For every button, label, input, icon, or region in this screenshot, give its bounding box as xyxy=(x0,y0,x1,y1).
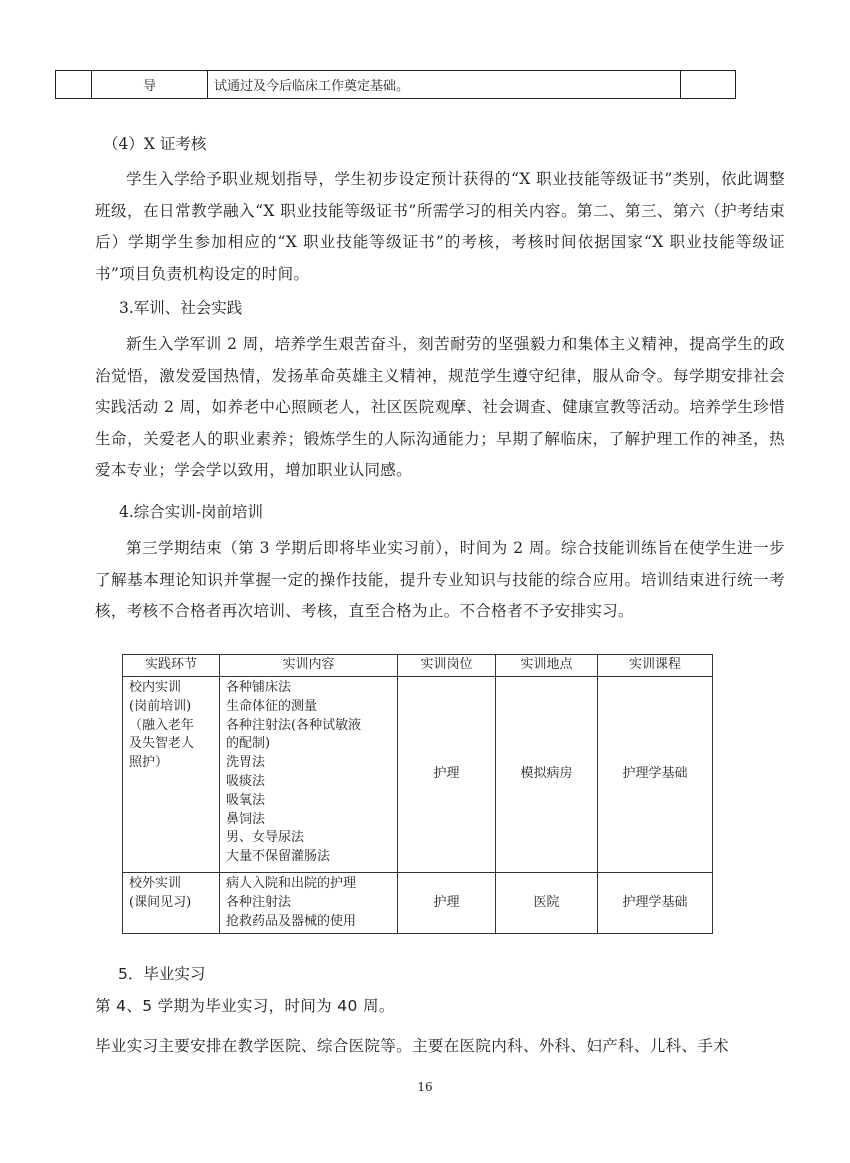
stage-cell xyxy=(123,873,220,934)
content-line: 大量不保留灌肠法 xyxy=(226,849,331,865)
stage-cell xyxy=(123,677,220,873)
table-row xyxy=(123,873,713,934)
stage-line: (课间见习) xyxy=(129,894,192,910)
content-line: 洗胃法 xyxy=(226,755,266,771)
page-number: 16 xyxy=(417,1080,433,1094)
table-header-cell: 实训内容 xyxy=(220,655,398,677)
stage-line: 校外实训 xyxy=(129,876,182,891)
content-line: 吸氧法 xyxy=(226,792,266,808)
top-table-cell-2: 导 xyxy=(92,71,208,99)
paragraph-x-certificate: 学生入学给予职业规划指导，学生初步设定预计获得的“X 职业技能等级证书”类别，依此调整班级，在日常教学融入“X 职业技能等级证书”所需学习的相关内容。第二、第三、第六（护考结束后）学期学生参加相应的“X 职业技能等级证书”的考核，考核时间依据国家“X 职业技能等级证书”项目负责机构设定的时间。 xyxy=(95,170,786,283)
paragraph-military-training: 新生入学军训 2 周，培养学生艰苦奋斗，刻苦耐劳的坚强毅力和集体主义精神，提高学生的政治觉悟，激发爱国热情，发扬革命英雄主义精神，规范学生遵守纪律，服从命令。每学期安排社会实践活动 2 周，如养老中心照顾老人，社区医院观摩、社会调查、健康宣教等活动。培养学生珍惜生命，关爱老人的职业素养；锻炼学生的人际沟通能力；早期了解临床，了解护理工作的神圣，热爱本专业；学会学以致用，增加职业认同感。 xyxy=(95,335,785,479)
top-table-fragment xyxy=(55,70,736,99)
top-table-cell-3: 试通过及今后临床工作奠定基础。 xyxy=(208,71,681,99)
content-cell xyxy=(220,677,398,873)
table-header-cell: 实训岗位 xyxy=(398,655,496,677)
content-line: 的配制) xyxy=(226,736,271,752)
heading-graduation-internship: 5．毕业实习 xyxy=(118,965,206,983)
training-table xyxy=(122,654,713,934)
table-header-cell: 实训课程 xyxy=(598,655,713,677)
heading-military-training: 3.军训、社会实践 xyxy=(119,299,243,317)
post-cell: 护理 xyxy=(398,873,496,934)
content-cell xyxy=(220,873,398,934)
content-line: 抢救药品及器械的使用 xyxy=(226,913,357,929)
top-table-cell-1 xyxy=(56,71,92,99)
content-line: 生命体征的测量 xyxy=(226,698,318,714)
heading-comprehensive-training: 4.综合实训-岗前培训 xyxy=(119,503,264,521)
content-line: 病人入院和出院的护理 xyxy=(226,876,357,891)
stage-line: 校内实训 xyxy=(129,680,182,695)
paragraph-comprehensive-training: 第三学期结束（第 3 学期后即将毕业实习前），时间为 2 周。综合技能训练旨在使学生进一步了解基本理论知识并掌握一定的操作技能，提升专业知识与技能的综合应用。培训结束进行统一考核，考核不合格者再次培训、考核，直至合格为止。不合格者不予安排实习。 xyxy=(95,539,785,620)
course-cell: 护理学基础 xyxy=(598,873,713,934)
content-line: 吸痰法 xyxy=(226,773,266,789)
paragraph-internship-arrangement: 毕业实习主要安排在教学医院、综合医院等。主要在医院内科、外科、妇产科、儿科、手术 xyxy=(95,1037,730,1055)
content-line: 男、女导尿法 xyxy=(226,830,305,846)
table-header-cell: 实践环节 xyxy=(123,655,220,677)
content-line: 各种注射法 xyxy=(226,894,292,910)
table-header-cell: 实训地点 xyxy=(496,655,598,677)
course-cell: 护理学基础 xyxy=(598,677,713,873)
top-table-cell-4 xyxy=(681,71,736,99)
paragraph-internship-duration: 第 4、5 学期为毕业实习，时间为 40 周。 xyxy=(95,997,395,1015)
table-header-row xyxy=(123,655,713,677)
stage-line: 照护） xyxy=(129,755,169,771)
heading-x-certificate: （4）X 证考核 xyxy=(103,135,207,153)
content-line: 各种注射法(各种试敏液 xyxy=(226,717,362,733)
stage-line: (岗前培训) xyxy=(129,698,192,714)
content-line: 各种铺床法 xyxy=(226,680,292,695)
place-cell: 模拟病房 xyxy=(496,677,598,873)
place-cell: 医院 xyxy=(496,873,598,934)
post-cell: 护理 xyxy=(398,677,496,873)
content-line: 鼻饲法 xyxy=(226,811,266,827)
stage-line: （融入老年 xyxy=(129,717,195,733)
stage-line: 及失智老人 xyxy=(129,736,195,752)
table-row xyxy=(123,677,713,873)
